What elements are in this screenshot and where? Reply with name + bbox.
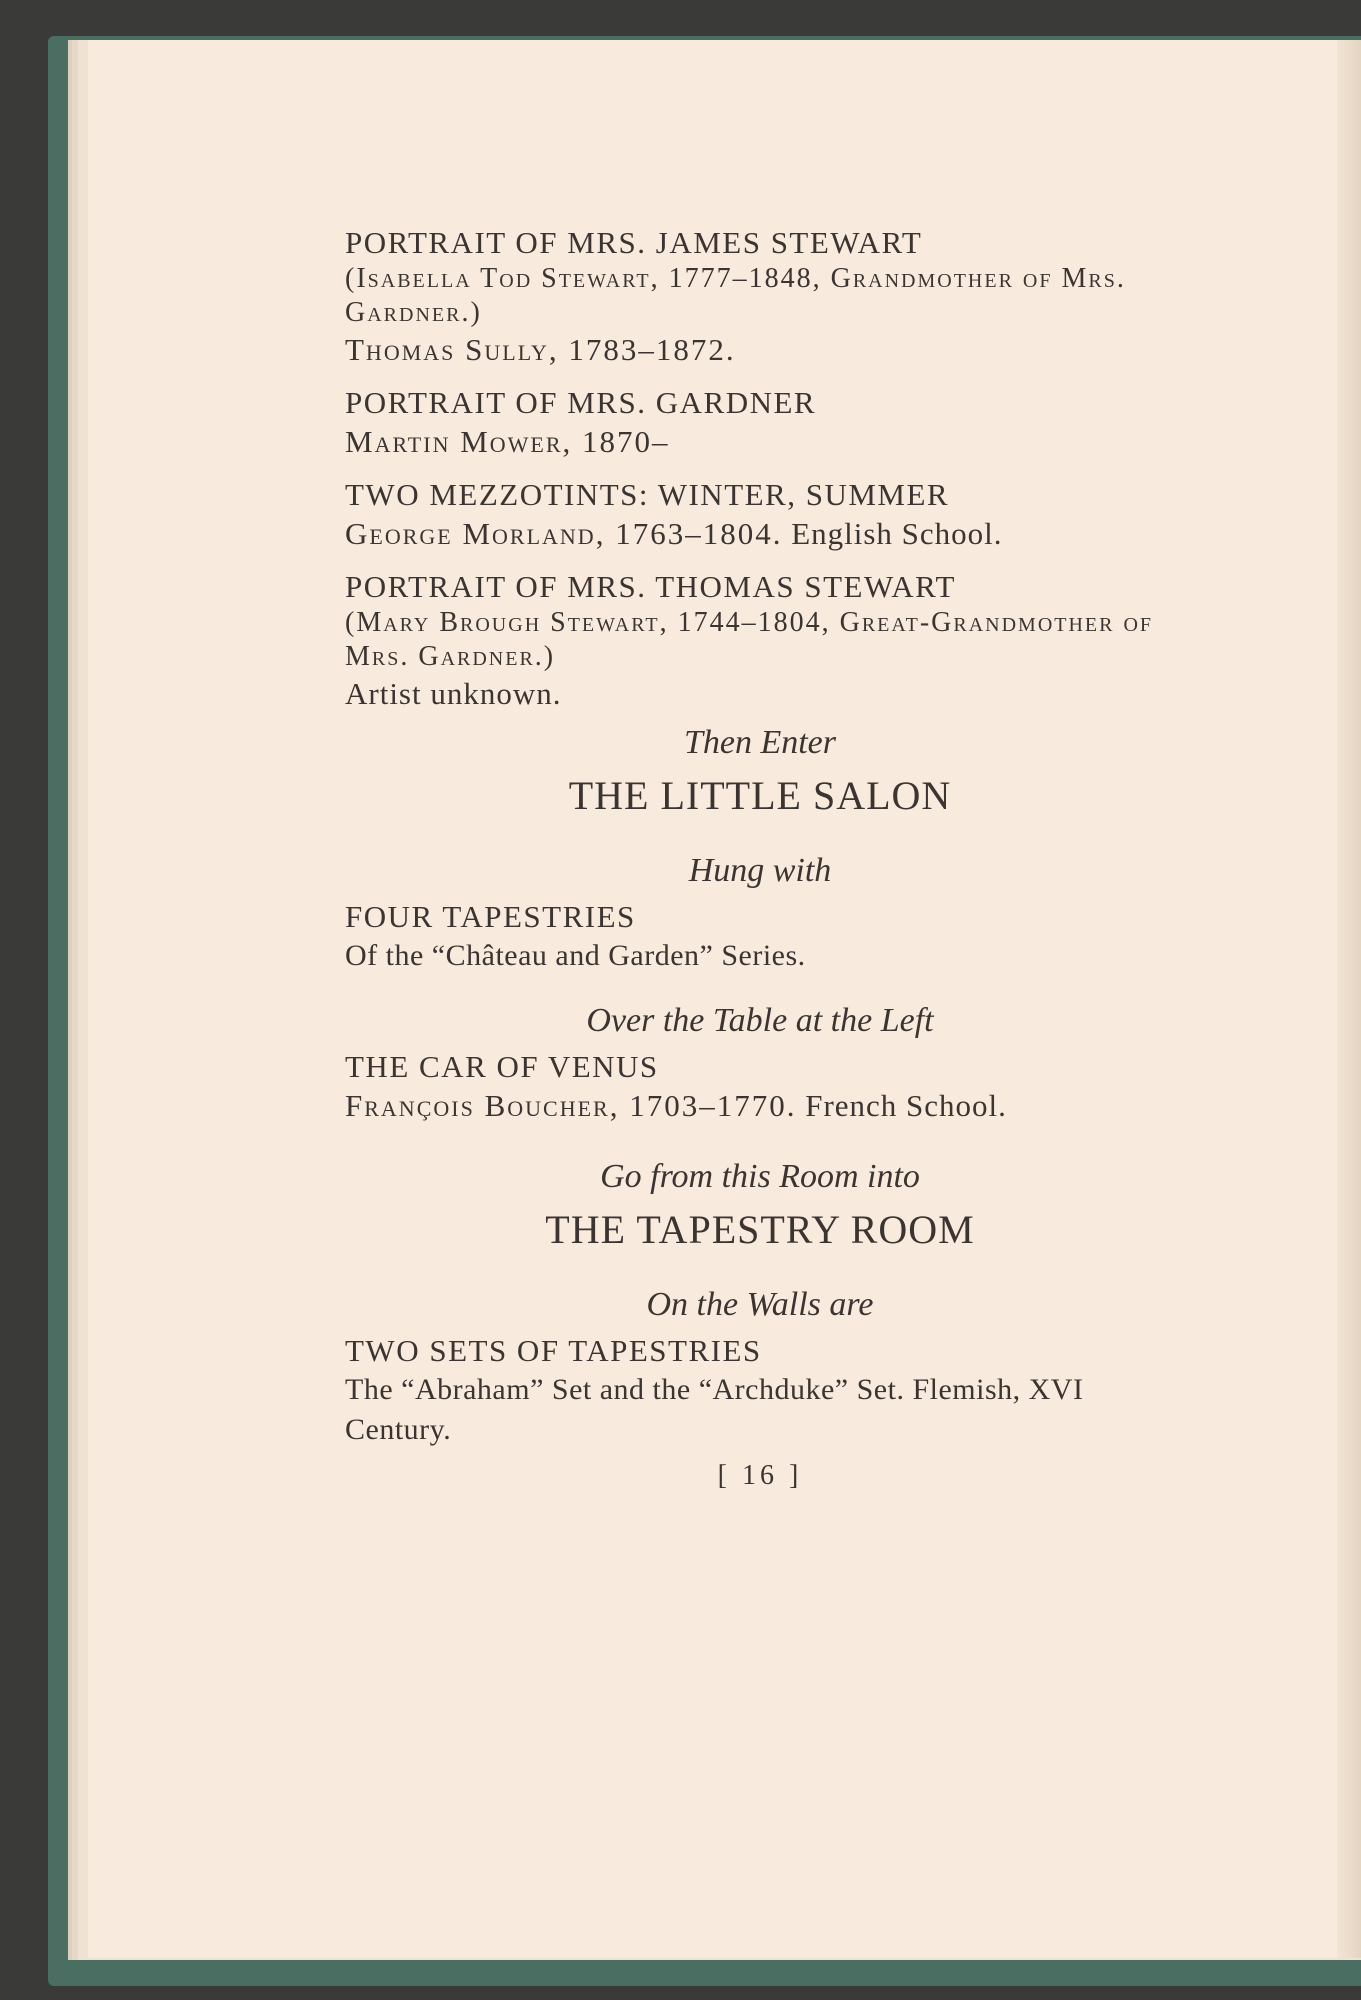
- entry-artist: Thomas Sully, 1783–1872.: [345, 332, 736, 367]
- entry-title: THE CAR OF VENUS: [345, 1049, 659, 1084]
- page-gutter: [1337, 40, 1361, 1958]
- entry-portrait-thomas-stewart: [345, 568, 1175, 714]
- entry-title: TWO SETS OF TAPESTRIES: [345, 1333, 762, 1368]
- entry-artist: Martin Mower, 1870–: [345, 424, 670, 459]
- entry-title: PORTRAIT OF MRS. JAMES STEWART: [345, 225, 923, 260]
- entry-note: (Mary Brough Stewart, 1744–1804, Great-Grandmother of Mrs. Gardner.): [345, 607, 1154, 672]
- entry-artist: George Morland, 1763–1804.: [345, 516, 783, 551]
- room-title-little-salon: THE LITTLE SALON: [568, 773, 952, 818]
- entry-title: FOUR TAPESTRIES: [345, 899, 636, 934]
- entry-portrait-james-stewart: [345, 224, 1175, 370]
- entry-car-of-venus: [345, 1048, 1175, 1126]
- entry-title: PORTRAIT OF MRS. GARDNER: [345, 385, 817, 420]
- entry-title: TWO MEZZOTINTS: WINTER, SUMMER: [345, 477, 950, 512]
- on-walls-heading: On the Walls are: [646, 1286, 874, 1323]
- over-table-heading: Over the Table at the Left: [586, 1002, 934, 1039]
- room-title-tapestry-room: THE TAPESTRY ROOM: [545, 1207, 975, 1252]
- entry-portrait-gardner: [345, 384, 1175, 462]
- entry-four-tapestries: [345, 898, 1175, 976]
- entry-artist-line: [345, 1086, 1175, 1126]
- entry-description: The “Abraham” Set and the “Archduke” Set. Flemish, XVI Century.: [345, 1373, 1084, 1446]
- entry-mezzotints: [345, 476, 1175, 554]
- entry-artist: Artist unknown.: [345, 676, 562, 711]
- entry-title: PORTRAIT OF MRS. THOMAS STEWART: [345, 569, 956, 604]
- entry-school: French School.: [805, 1088, 1007, 1123]
- page-number: [ 16 ]: [717, 1460, 803, 1491]
- entry-artist: François Boucher, 1703–1770.: [345, 1088, 797, 1123]
- go-from-heading: Go from this Room into: [600, 1158, 920, 1195]
- entry-description: Of the “Château and Garden” Series.: [345, 939, 806, 972]
- hung-with-heading: Hung with: [688, 852, 832, 889]
- then-enter-heading: Then Enter: [683, 724, 837, 761]
- entry-note: (Isabella Tod Stewart, 1777–1848, Grandmother of Mrs. Gardner.): [345, 263, 1126, 328]
- entry-artist-line: [345, 514, 1175, 554]
- entry-two-sets-tapestries: [345, 1332, 1175, 1450]
- page-content: [345, 224, 1175, 1492]
- entry-school: English School.: [791, 516, 1003, 551]
